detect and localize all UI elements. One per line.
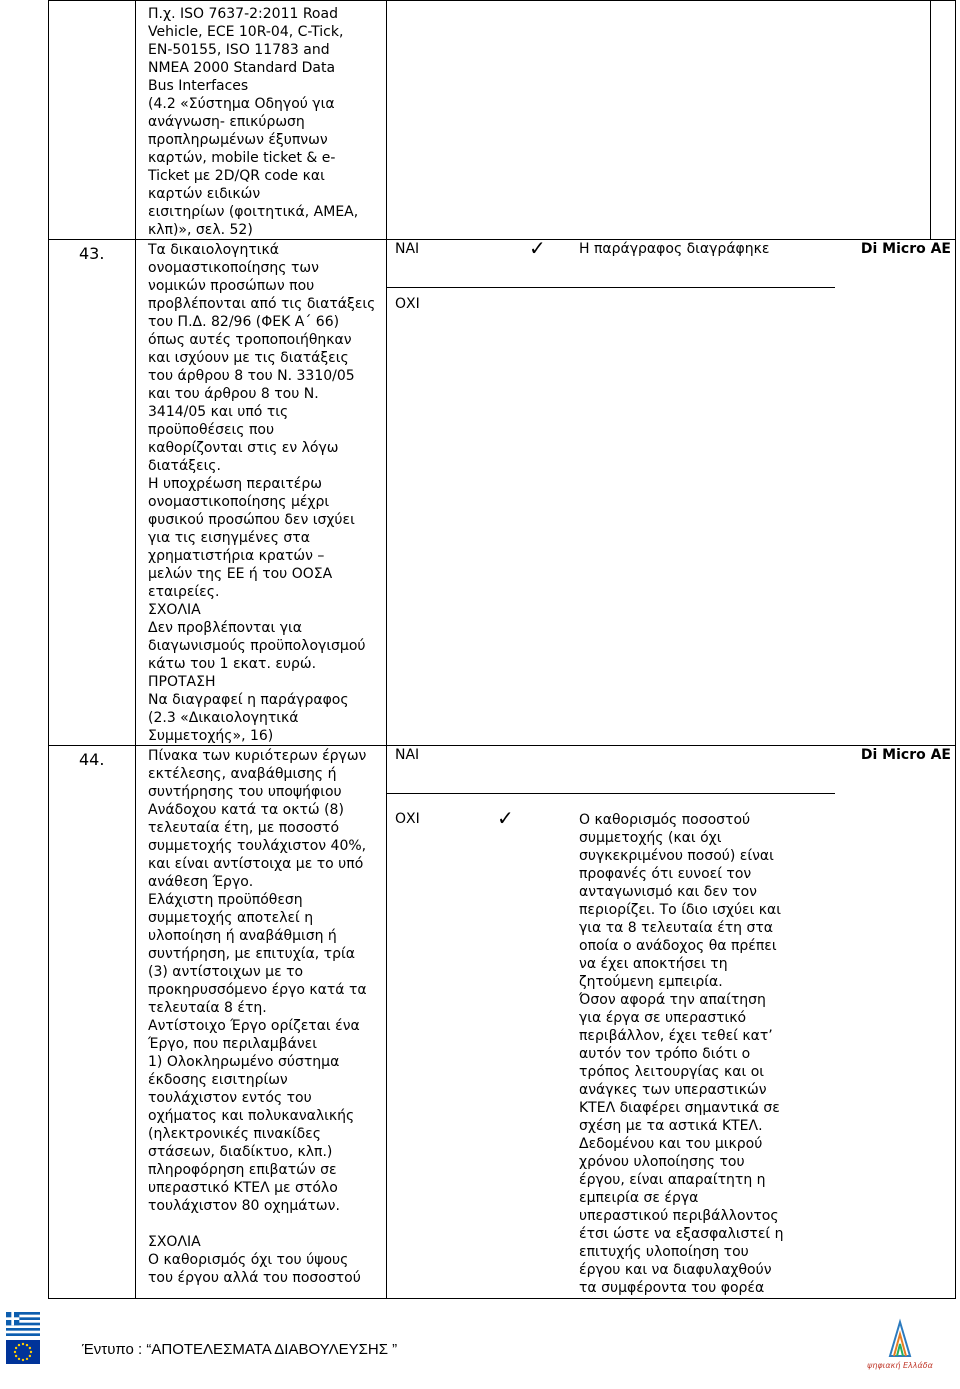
divider — [387, 793, 835, 794]
table-row-continuation — [49, 1, 956, 240]
row-number: 44. — [79, 750, 105, 769]
requirement-cell — [136, 746, 387, 1299]
yes-label: ΝΑΙ — [395, 747, 420, 763]
requirement-text: Τα δικαιολογητικά ονομαστικοποίησης των νομικών προσώπων που προβλέπονται από τις διατάξεις του Π.Δ. 82/96 (ΦΕΚ Α΄ 66) όπως αυτές τροποποιήθηκαν και ισχύουν με τις διατάξεις του άρθρου 8 του Ν. 3310/05 και του άρθρου 8 του Ν. 3414/05 και υπό τις προϋποθέσεις που καθορίζονται στις εν λόγω διατάξεις. Η υποχρέωση περαιτέρω ονομαστικοποίησης μέχρι φυσικού προσώπου δεν ισχύει για τις εισηγμένες στα χρηματιστήρια κρατών – μελών της ΕΕ ή του ΟΟΣΑ εταιρείες. ΣΧΟΛΙΑ Δεν προβλέπονται για διαγωνισμούς προϋπολογισμού κάτω του 1 εκατ. ευρώ. ΠΡΟΤΑΣΗ Να διαγραφεί η παράγραφος (2.3 «Δικαιολογητικά Συμμετοχής», 16) — [148, 242, 376, 744]
check-icon: ✓ — [529, 236, 546, 260]
respondent-name: Di Micro AE — [860, 241, 951, 257]
response-cell — [387, 746, 956, 1299]
response-cell — [387, 236, 956, 746]
eu-flag-icon — [6, 1340, 40, 1364]
logo-text: ψηφιακή Ελλάδα — [867, 1361, 933, 1370]
greek-flag-icon — [6, 1312, 40, 1336]
digital-greece-logo — [850, 1316, 950, 1376]
requirement-text: Π.χ. ISO 7637-2:2011 Road Vehicle, ECE 10R-04, C-Tick, EN-50155, ISO 11783 and NMEA 2000 Standard Data Bus Interfaces (4.2 «Σύστημα Οδηγού για ανάγνωση- επικύρωση προπληρωμένων έξυπνων καρτών, mobile ticket & e- Ticket με 2D/QR code και καρτών ειδικών εισιτηρίων (φοιτητικά, ΑΜΕΑ, κλπ)», σελ. 52) — [148, 6, 359, 238]
row-number: 43. — [79, 244, 105, 263]
divider — [387, 287, 835, 288]
response-cell — [387, 1, 931, 240]
yes-label: ΝΑΙ — [395, 241, 420, 257]
table-row-43 — [49, 240, 956, 746]
consultation-table — [48, 0, 956, 1299]
requirement-cell — [136, 1, 387, 240]
number-cell — [49, 1, 136, 240]
spacer-cell — [931, 1, 956, 240]
check-icon: ✓ — [497, 806, 514, 830]
no-label: ΟΧΙ — [395, 811, 420, 827]
no-label: ΟΧΙ — [395, 296, 420, 312]
respondent-name: Di Micro AE — [860, 747, 951, 763]
requirement-text: Πίνακα των κυριότερων έργων εκτέλεσης, αναβάθμισης ή συντήρησης του υποψήφιου Ανάδοχου κατά τα οκτώ (8) τελευταία έτη, με ποσοστό συμμετοχής τουλάχιστον 40%, και είναι αντίστοιχα με το υπό ανάθεση Έργο. Ελάχιστη προϋπόθεση συμμετοχής αποτελεί η υλοποίηση ή αναβάθμιση ή συντήρηση, με επιτυχία, τρία (3) αντίστοιχων με το προκηρυσσόμενο έργο κατά τα τελευταία 8 έτη. Αντίστοιχο Έργο ορίζεται ένα Έργο, που περιλαμβάνει 1) Ολοκληρωμένο σύστημα έκδοσης εισιτηρίων τουλάχιστον εντός του οχήματος και πολυκαναλικής (ηλεκτρονικές πινακίδες στάσεων, διαδίκτυο, κλπ.) πληροφόρηση επιβατών σε υπεραστικό ΚΤΕΛ με στόλο τουλάχιστον 80 οχημάτων. ΣΧΟΛΙΑ Ο καθορισμός όχι του ύψους του έργου αλλά του ποσοστού — [148, 748, 367, 1286]
number-cell — [49, 746, 136, 1299]
response-comment: Ο καθορισμός ποσοστού συμμετοχής (και όχι συγκεκριμένου ποσού) είναι προφανές ότι ευνοεί τον ανταγωνισμό και δεν τον περιορίζει. Το ίδιο ισχύει και για τα 8 τελευταία έτη στα οποία ο ανάδοχος θα πρέπει να έχει αποκτήσει τη ζητούμενη εμπειρία. Όσον αφορά την απαίτηση για έργα σε υπεραστικό περιβάλλον, έχει τεθεί κατ’ αυτόν τον τρόπο διότι ο τρόπος λειτουργίας και οι ανάγκες των υπεραστικών ΚΤΕΛ διαφέρει σημαντικά σε σχέση με τα αστικά ΚΤΕΛ. Δεδομένου και του μικρού χρόνου υλοποίησης του έργου, είναι απαραίτητη η εμπειρία σε έργα υπεραστικού περιβάλλοντος έτσι ώστε να εξασφαλιστεί η επιτυχής υλοποίηση του έργου και να διαφυλαχθούν τα συμφέροντα του φορέα — [579, 812, 784, 1296]
table-row-44 — [49, 746, 956, 1299]
requirement-cell — [136, 240, 387, 746]
response-comment: Η παράγραφος διαγράφηκε — [579, 241, 770, 257]
number-cell — [49, 240, 136, 746]
form-title: Έντυπο : “ΑΠΟΤΕΛΕΣΜΑΤΑ ΔΙΑΒΟΥΛΕΥΣΗΣ ” — [82, 1341, 398, 1358]
logo-mark-icon — [850, 1316, 950, 1362]
